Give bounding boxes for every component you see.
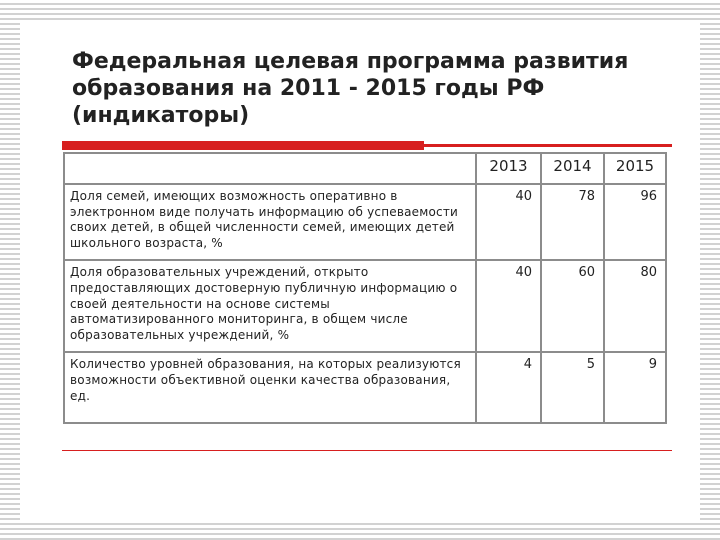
value-2013: 4 [476,352,541,423]
header-blank-cell [64,153,476,184]
header-year-2014: 2014 [541,153,604,184]
value-2014: 60 [541,260,604,352]
indicator-description: Доля семей, имеющих возможность оперативно в электронном виде получать информацию об успеваемости своих детей, в общей численности семей, имеющих детей школьного возраста, % [64,184,476,260]
table-row [64,260,666,352]
value-2015: 9 [604,352,666,423]
title-line-1: Федеральная целевая программа развития [72,49,629,74]
value-2013: 40 [476,260,541,352]
header-year-2015: 2015 [604,153,666,184]
title-accent-bar [62,141,424,150]
indicator-description: Количество уровней образования, на которых реализуются возможности объективной оценки качества образования, ед. [64,352,476,423]
value-2013: 40 [476,184,541,260]
indicator-description: Доля образовательных учреждений, открыто предоставляющих достоверную публичную информацию о своей деятельности на основе системы автоматизированного мониторинга, в общем числе образовательных учреждений, % [64,260,476,352]
indicators-table [63,152,667,424]
value-2015: 80 [604,260,666,352]
value-2014: 5 [541,352,604,423]
footer-divider [62,450,672,451]
table-row [64,352,666,423]
title-line-3: (индикаторы) [72,103,250,128]
header-year-2013: 2013 [476,153,541,184]
slide-title [72,48,692,129]
table-header-row [64,153,666,184]
value-2015: 96 [604,184,666,260]
slide [20,20,700,520]
value-2014: 78 [541,184,604,260]
title-line-2: образования на 2011 - 2015 годы РФ [72,76,545,101]
table-row [64,184,666,260]
title-accent-line [424,144,672,147]
